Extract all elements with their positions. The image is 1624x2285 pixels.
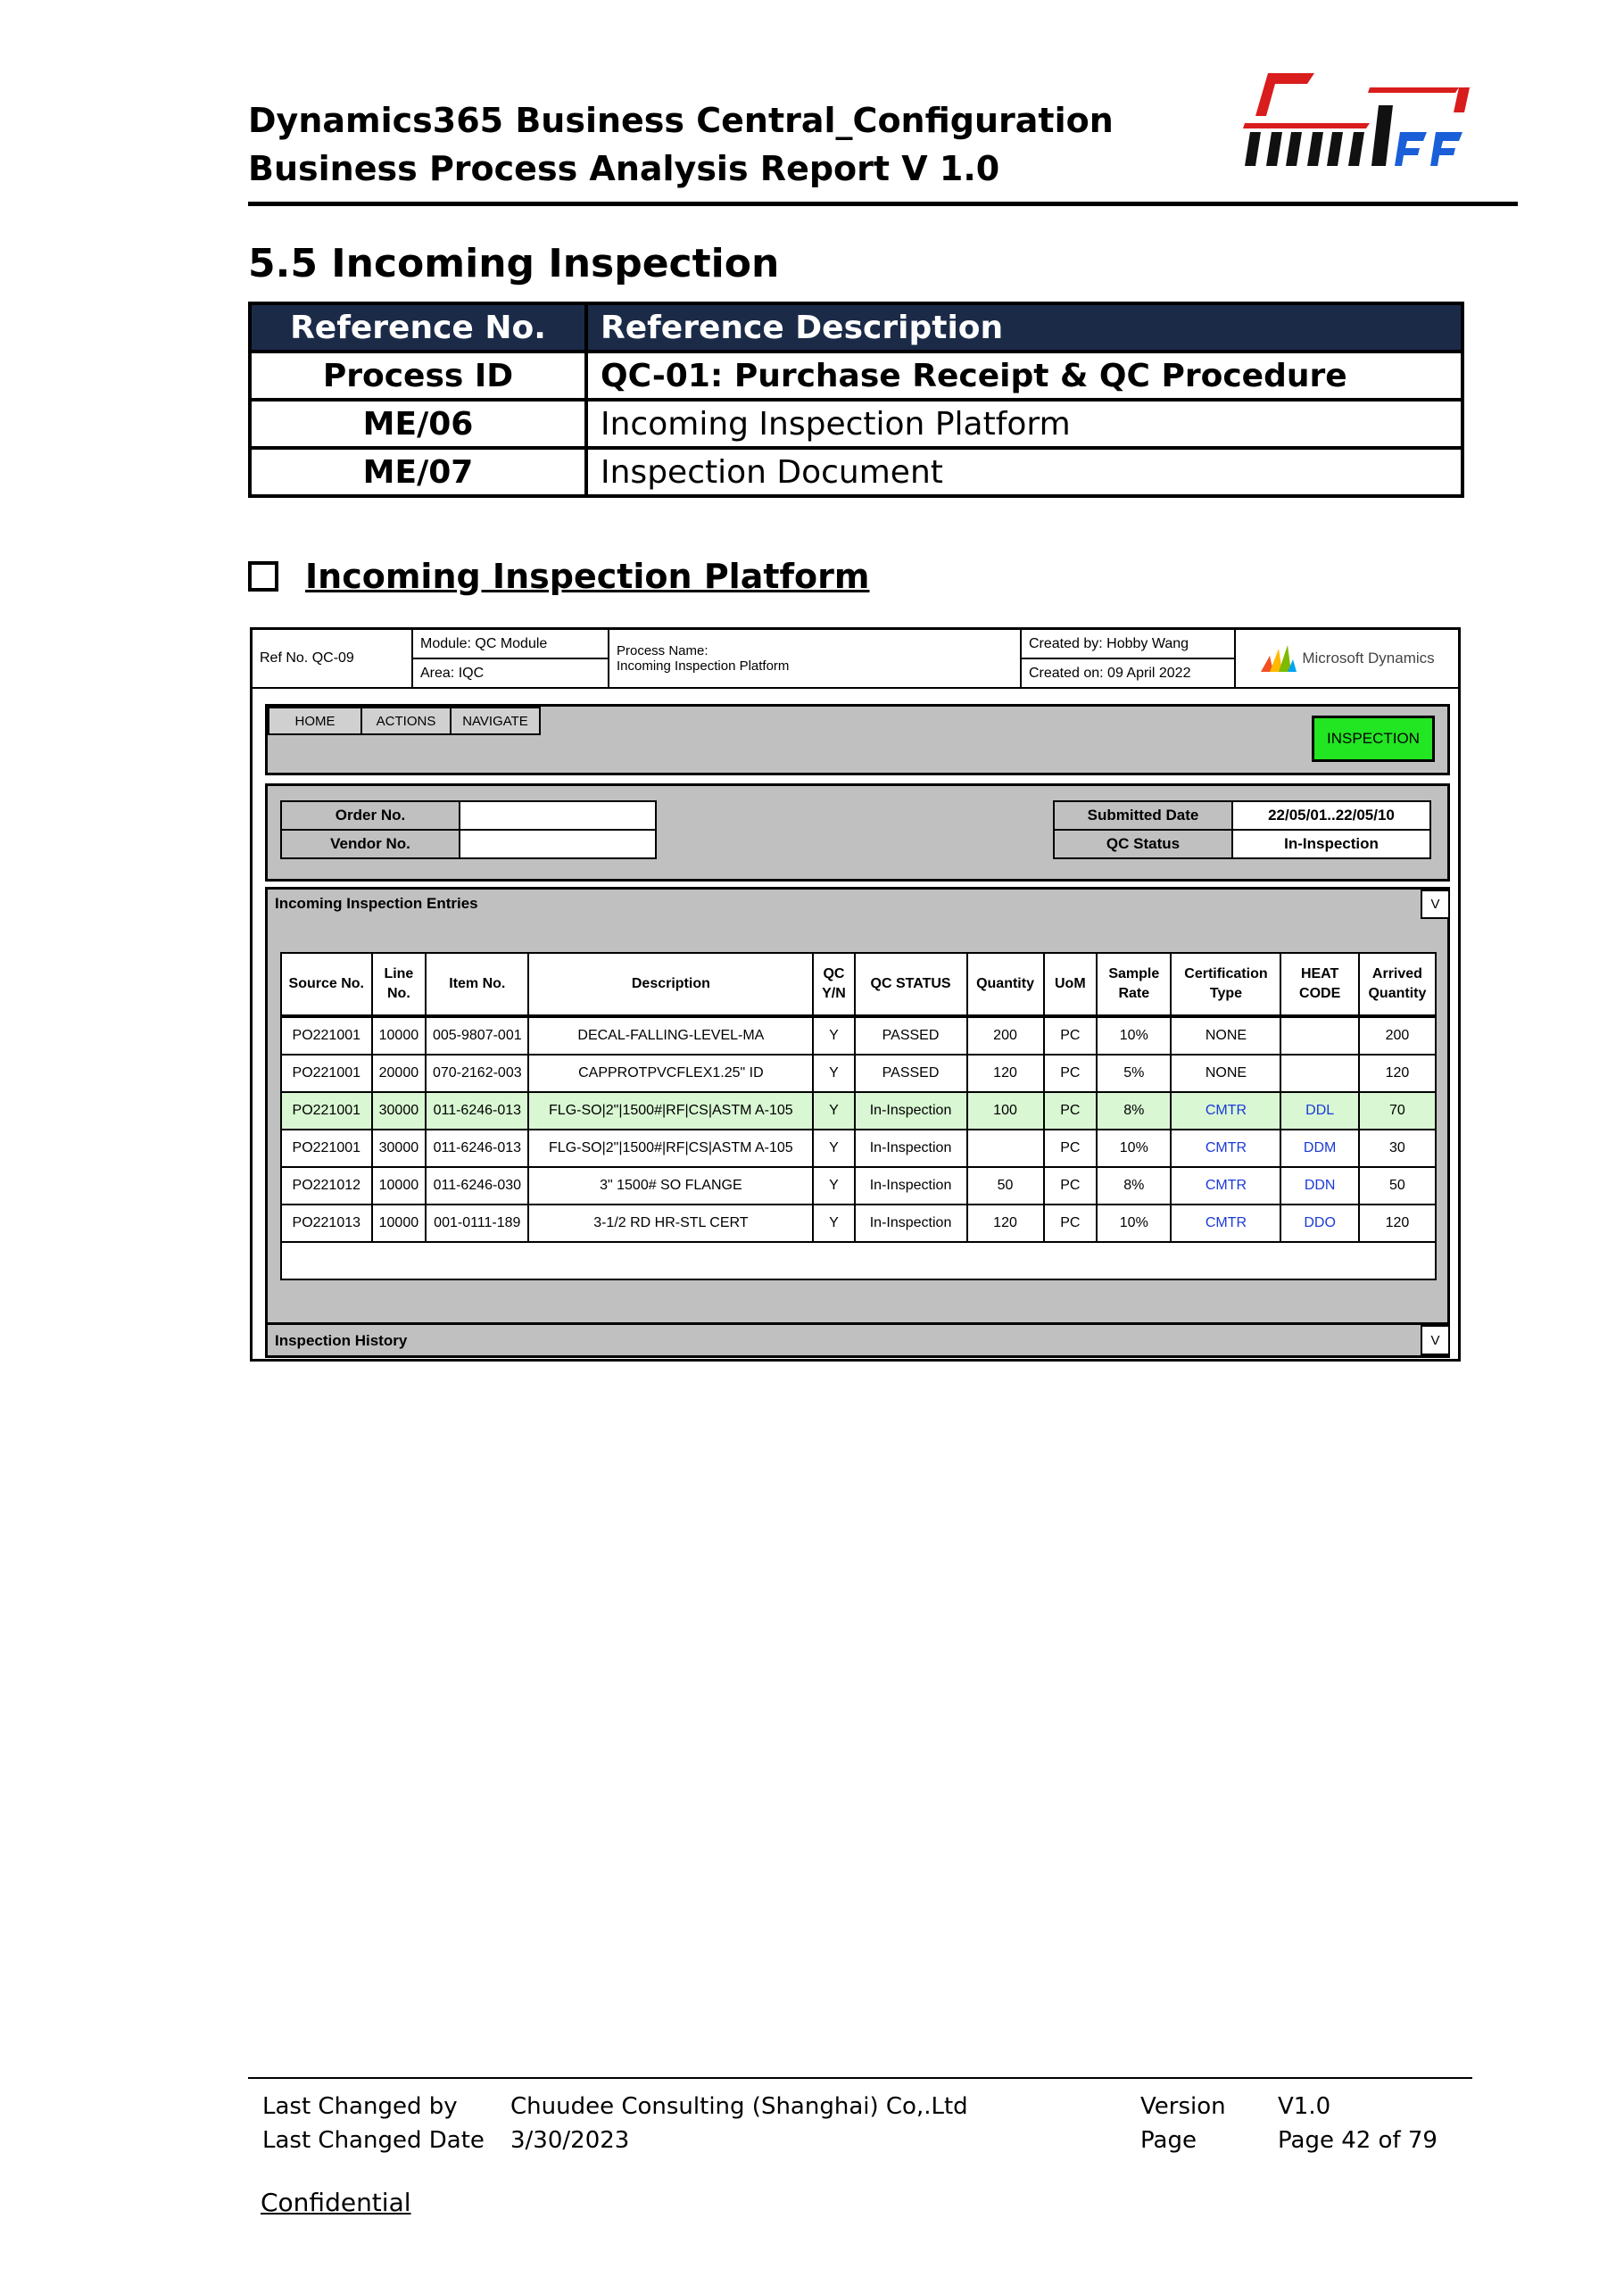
table-cell: DECAL-FALLING-LEVEL-MA: [528, 1016, 813, 1055]
table-row[interactable]: [281, 1167, 1436, 1205]
table-cell: CMTR: [1171, 1167, 1280, 1205]
table-cell: 10000: [372, 1205, 427, 1242]
page-number: Page 42 of 79: [1278, 2127, 1438, 2154]
table-cell: 120: [1359, 1055, 1436, 1092]
table-cell: 200: [1359, 1016, 1436, 1055]
table-cell: 005-9807-001: [426, 1016, 528, 1055]
tab-actions[interactable]: ACTIONS: [360, 707, 452, 735]
table-row: [250, 400, 1462, 448]
filter-panel: [265, 783, 1450, 882]
table-cell: 200: [967, 1016, 1044, 1055]
ref-no-cell: ME/07: [250, 448, 586, 496]
table-cell: 120: [967, 1205, 1044, 1242]
reference-table: [248, 302, 1464, 498]
table-cell: 8%: [1097, 1092, 1171, 1130]
created-on-text: Created on: 09 April 2022: [1029, 665, 1191, 681]
table-cell: PO221001: [281, 1130, 372, 1167]
history-panel: [265, 1322, 1450, 1358]
table-cell: 011-6246-013: [426, 1130, 528, 1167]
inspection-button[interactable]: INSPECTION: [1312, 716, 1435, 762]
table-cell: 100: [967, 1092, 1044, 1130]
ref-no-cell: Process ID: [250, 352, 586, 400]
table-cell: 10000: [372, 1167, 427, 1205]
table-cell: 30: [1359, 1130, 1436, 1167]
col-qc-status: QC STATUS: [855, 953, 967, 1016]
table-cell: NONE: [1171, 1055, 1280, 1092]
table-cell: PC: [1044, 1130, 1098, 1167]
table-cell: FLG-SO|2"|1500#|RF|CS|ASTM A-105: [528, 1130, 813, 1167]
table-cell: PC: [1044, 1167, 1098, 1205]
table-row: [250, 448, 1462, 496]
entries-panel: [265, 887, 1450, 1351]
ref-desc-cell: Incoming Inspection Platform: [586, 400, 1462, 448]
table-row[interactable]: [281, 1055, 1436, 1092]
table-row: [250, 352, 1462, 400]
table-cell: CMTR: [1171, 1130, 1280, 1167]
table-cell: 50: [1359, 1167, 1436, 1205]
table-cell: DDL: [1280, 1092, 1358, 1130]
reference-table-header: [250, 303, 1462, 352]
spacer-row: [281, 1242, 1436, 1279]
created-by-box: [1022, 630, 1236, 659]
module-text: Module: QC Module: [420, 635, 548, 651]
table-cell: CMTR: [1171, 1092, 1280, 1130]
process-name-label: Process Name:: [617, 643, 708, 658]
ref-no-cell: ME/06: [250, 400, 586, 448]
platform-mockup: [250, 627, 1461, 1362]
table-cell: FLG-SO|2"|1500#|RF|CS|ASTM A-105: [528, 1092, 813, 1130]
col-item-no: Item No.: [426, 953, 528, 1016]
table-cell: 50: [967, 1167, 1044, 1205]
table-row[interactable]: [281, 1205, 1436, 1242]
ms-dynamics-icon: [1259, 643, 1298, 674]
table-cell: 011-6246-013: [426, 1092, 528, 1130]
col-sample-rate: Sample Rate: [1097, 953, 1171, 1016]
table-cell: Y: [813, 1016, 854, 1055]
table-row[interactable]: [281, 1092, 1436, 1130]
header-reference-no: Reference No.: [250, 303, 586, 352]
table-cell: CMTR: [1171, 1205, 1280, 1242]
table-cell: PO221012: [281, 1167, 372, 1205]
subheading-text: Incoming Inspection Platform: [305, 557, 870, 596]
table-cell: 10%: [1097, 1205, 1171, 1242]
ref-no-text: Ref No. QC-09: [260, 650, 354, 666]
table-cell: 30000: [372, 1130, 427, 1167]
table-cell: PC: [1044, 1205, 1098, 1242]
order-no-input[interactable]: [459, 800, 657, 831]
section-title: 5.5 Incoming Inspection: [248, 241, 780, 286]
vendor-no-input[interactable]: [459, 829, 657, 859]
col-heat-code: HEAT CODE: [1280, 953, 1358, 1016]
col-source-no: Source No.: [281, 953, 372, 1016]
table-cell: PO221001: [281, 1016, 372, 1055]
table-cell: In-Inspection: [855, 1130, 967, 1167]
table-cell: 3" 1500# SO FLANGE: [528, 1167, 813, 1205]
ms-dynamics-logo: [1236, 630, 1458, 689]
table-cell: Y: [813, 1130, 854, 1167]
table-row[interactable]: [281, 1130, 1436, 1167]
entries-header-row: [281, 953, 1436, 1016]
table-cell: 30000: [372, 1092, 427, 1130]
table-cell: 10000: [372, 1016, 427, 1055]
area-text: Area: IQC: [420, 665, 485, 681]
col-qc-yn: QC Y/N: [813, 953, 854, 1016]
ref-desc-cell: QC-01: Purchase Receipt & QC Procedure: [586, 352, 1462, 400]
table-cell: 120: [1359, 1205, 1436, 1242]
entries-title: Incoming Inspection Entries: [275, 895, 478, 912]
col-certification-type: Certification Type: [1171, 953, 1280, 1016]
table-cell: 20000: [372, 1055, 427, 1092]
page-label: Page: [1140, 2127, 1197, 2154]
order-no-label: Order No.: [280, 800, 460, 831]
table-cell: 011-6246-030: [426, 1167, 528, 1205]
table-cell: 001-0111-189: [426, 1205, 528, 1242]
ribbon-panel: [265, 704, 1450, 775]
title-line-1: Dynamics365 Business Central_Configuration: [248, 101, 1114, 140]
history-title: Inspection History: [275, 1332, 408, 1349]
table-cell: In-Inspection: [855, 1205, 967, 1242]
table-cell: NONE: [1171, 1016, 1280, 1055]
title-line-2: Business Process Analysis Report V 1.0: [248, 149, 1000, 188]
confidential-label: Confidential: [261, 2188, 411, 2217]
area-box: [413, 659, 609, 689]
tab-home[interactable]: HOME: [268, 707, 362, 735]
table-cell: [967, 1130, 1044, 1167]
table-cell: DDM: [1280, 1130, 1358, 1167]
created-by-text: Created by: Hobby Wang: [1029, 635, 1189, 651]
table-cell: [1280, 1016, 1358, 1055]
submitted-date-label: Submitted Date: [1053, 800, 1233, 831]
process-name-box: [609, 630, 1022, 689]
table-cell: In-Inspection: [855, 1167, 967, 1205]
table-cell: In-Inspection: [855, 1092, 967, 1130]
table-cell: Y: [813, 1205, 854, 1242]
footer-rule: [248, 2077, 1472, 2079]
module-box: [413, 630, 609, 659]
last-changed-date: 3/30/2023: [510, 2127, 630, 2154]
company-name: Chuudee Consulting (Shanghai) Co,.Ltd: [510, 2093, 968, 2120]
process-name-value: Incoming Inspection Platform: [617, 658, 790, 674]
table-cell: Y: [813, 1055, 854, 1092]
table-cell: 8%: [1097, 1167, 1171, 1205]
subheading: [248, 557, 869, 596]
table-cell: 10%: [1097, 1016, 1171, 1055]
table-cell: 070-2162-003: [426, 1055, 528, 1092]
company-logo: [1236, 70, 1495, 177]
table-cell: 5%: [1097, 1055, 1171, 1092]
table-cell: PC: [1044, 1016, 1098, 1055]
table-cell: PO221001: [281, 1055, 372, 1092]
history-collapse-button[interactable]: V: [1421, 1325, 1450, 1355]
table-cell: PASSED: [855, 1016, 967, 1055]
table-cell: PO221001: [281, 1092, 372, 1130]
col-quantity: Quantity: [967, 953, 1044, 1016]
checkbox-icon: [248, 561, 278, 592]
table-cell: DDN: [1280, 1167, 1358, 1205]
table-cell: Y: [813, 1167, 854, 1205]
version-label: Version: [1140, 2093, 1226, 2120]
tab-navigate[interactable]: NAVIGATE: [450, 707, 541, 735]
version-value: V1.0: [1278, 2093, 1331, 2120]
table-cell: Y: [813, 1092, 854, 1130]
table-cell: 70: [1359, 1092, 1436, 1130]
header-reference-description: Reference Description: [586, 303, 1462, 352]
col-arrived-quantity: Arrived Quantity: [1359, 953, 1436, 1016]
table-cell: PC: [1044, 1055, 1098, 1092]
col-uom: UoM: [1044, 953, 1098, 1016]
submitted-date-input[interactable]: 22/05/01..22/05/10: [1231, 800, 1431, 831]
table-cell: DDO: [1280, 1205, 1358, 1242]
created-on-box: [1022, 659, 1236, 689]
table-cell: [1280, 1055, 1358, 1092]
last-changed-by-label: Last Changed by: [262, 2093, 458, 2120]
col-description: Description: [528, 953, 813, 1016]
qc-status-input[interactable]: In-Inspection: [1231, 829, 1431, 859]
entries-collapse-button[interactable]: V: [1421, 890, 1450, 919]
header-rule: [248, 202, 1518, 206]
table-cell: CAPPROTPVCFLEX1.25" ID: [528, 1055, 813, 1092]
table-cell: 120: [967, 1055, 1044, 1092]
vendor-no-label: Vendor No.: [280, 829, 460, 859]
table-cell: PC: [1044, 1092, 1098, 1130]
table-cell: PO221013: [281, 1205, 372, 1242]
ref-desc-cell: Inspection Document: [586, 448, 1462, 496]
document-title: [248, 96, 1114, 193]
ref-no-box: [253, 630, 413, 689]
table-cell: PASSED: [855, 1055, 967, 1092]
table-row[interactable]: [281, 1016, 1436, 1055]
qc-status-label: QC Status: [1053, 829, 1233, 859]
ms-dynamics-text: Microsoft Dynamics: [1302, 650, 1435, 666]
entries-table: [280, 952, 1437, 1280]
last-changed-date-label: Last Changed Date: [262, 2127, 485, 2154]
col-line-no: Line No.: [372, 953, 427, 1016]
spacer-cell: [281, 1242, 1436, 1279]
table-cell: 10%: [1097, 1130, 1171, 1167]
table-cell: 3-1/2 RD HR-STL CERT: [528, 1205, 813, 1242]
